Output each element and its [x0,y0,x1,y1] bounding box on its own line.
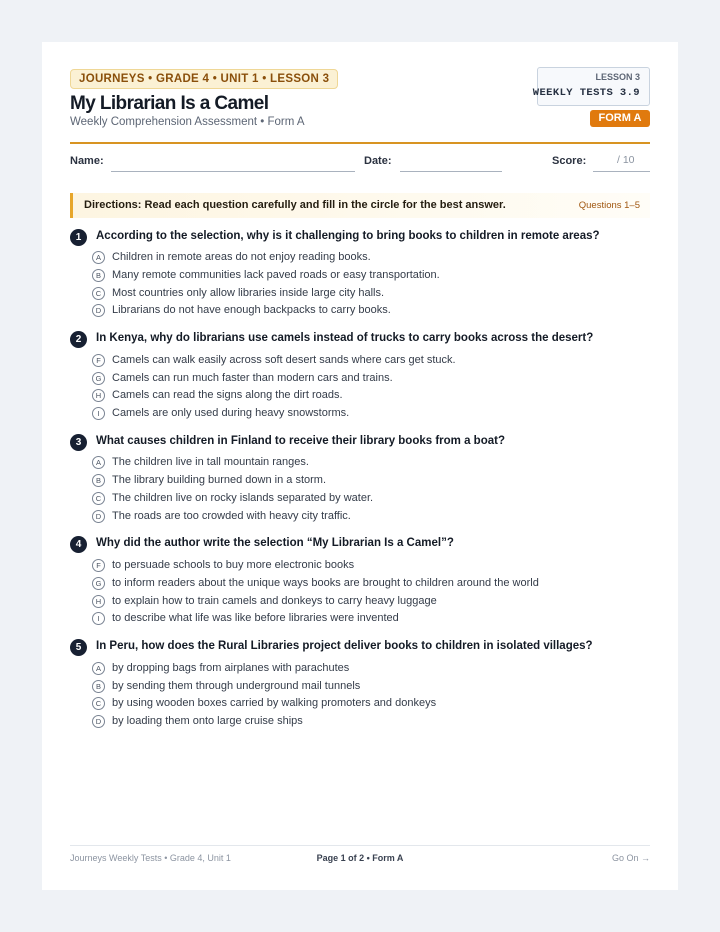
answer-text: The roads are too crowded with heavy city traffic. [112,510,351,522]
answer-text: The library building burned down in a storm. [112,474,327,486]
answer-text: Librarians do not have enough backpacks to carry books. [112,304,391,316]
answer-text: by loading them onto large cruise ships [112,715,303,727]
answer-text: Many remote communities lack paved roads or easy transportation. [112,269,440,281]
answer-text: Camels are only used during heavy snowstorms. [112,407,350,419]
footer-series: Journeys Weekly Tests • Grade 4, Unit 1 [70,853,231,863]
answer-text: to explain how to train camels and donkeys to carry heavy luggage [112,595,437,607]
answer-bubble[interactable]: H [92,595,105,608]
directions-text: Directions: Read each question carefully and fill in the circle for the best answer. [84,199,506,211]
answer-text: Children in remote areas do not enjoy reading books. [112,251,371,263]
answer-text: by dropping bags from airplanes with parachutes [112,662,350,674]
answer-bubble[interactable]: G [92,372,105,385]
score-label: Score: [552,155,587,167]
answer-bubble[interactable]: F [92,354,105,367]
answer-bubble[interactable]: A [92,456,105,469]
answer-bubble[interactable]: G [92,577,105,590]
date-field[interactable] [400,171,502,172]
answer-text: The children live in tall mountain ranges. [112,456,309,468]
page-subtitle: Weekly Comprehension Assessment • Form A [70,116,305,128]
go-on-indicator: Go On → [611,853,650,863]
answer-bubble[interactable]: A [92,251,105,264]
score-field[interactable] [593,171,650,172]
answer-bubble[interactable]: A [92,662,105,675]
answer-bubble[interactable]: C [92,287,105,300]
question-range: Questions 1–5 [578,200,640,211]
answer-text: by using wooden boxes carried by walking promoters and donkeys [112,697,437,709]
series-tag: JOURNEYS • GRADE 4 • UNIT 1 • LESSON 3 [70,69,338,89]
answer-text: Most countries only allow libraries inside large city halls. [112,287,385,299]
answer-text: Camels can walk easily across soft desert sands where cars get stuck. [112,354,456,366]
name-label: Name: [70,155,104,167]
footer-divider [70,845,650,846]
lesson-label: LESSON 3 [595,72,640,82]
question-text: According to the selection, why is it challenging to bring books to children in remote areas? [96,230,600,242]
answer-bubble[interactable]: B [92,680,105,693]
answer-bubble[interactable]: C [92,492,105,505]
name-field[interactable] [111,171,355,172]
lesson-box [532,67,650,106]
question-number: 5 [70,639,87,656]
answer-bubble[interactable]: I [92,407,105,420]
answer-text: by sending them through underground mail tunnels [112,680,361,692]
question-text: In Peru, how does the Rural Libraries project deliver books to children in isolated villages? [96,640,593,652]
answer-bubble[interactable]: H [92,389,105,402]
form-badge: FORM A [590,110,650,127]
answer-text: to persuade schools to buy more electronic books [112,559,355,571]
answer-text: to describe what life was like before libraries were invented [112,612,399,624]
date-label: Date: [364,155,392,167]
question-text: In Kenya, why do librarians use camels instead of trucks to carry books across the desert? [96,332,594,344]
score-value: / 10 [617,154,635,166]
question-number: 4 [70,536,87,553]
answer-bubble[interactable]: I [92,612,105,625]
answer-text: to inform readers about the unique ways books are brought to children around the world [112,577,539,589]
test-code: WEEKLY TESTS 3.9 [532,87,640,99]
answer-bubble[interactable]: B [92,474,105,487]
answer-text: The children live on rocky islands separated by water. [112,492,374,504]
answer-bubble[interactable]: C [92,697,105,710]
answer-bubble[interactable]: D [92,510,105,523]
directions-box [70,193,650,218]
answer-bubble[interactable]: B [92,269,105,282]
question-number: 2 [70,331,87,348]
answer-text: Camels can run much faster than modern cars and trains. [112,372,393,384]
question-text: Why did the author write the selection “My Librarian Is a Camel”? [96,537,454,549]
question-number: 3 [70,434,87,451]
answer-bubble[interactable]: D [92,715,105,728]
answer-bubble[interactable]: F [92,559,105,572]
question-text: What causes children in Finland to receive their library books from a boat? [96,435,505,447]
header-divider [70,142,650,144]
question-number: 1 [70,229,87,246]
test-page [42,42,678,890]
page-title: My Librarian Is a Camel [70,93,269,114]
answer-bubble[interactable]: D [92,304,105,317]
page-number: Page 1 of 2 • Form A [316,853,404,863]
answer-text: Camels can read the signs along the dirt roads. [112,389,343,401]
